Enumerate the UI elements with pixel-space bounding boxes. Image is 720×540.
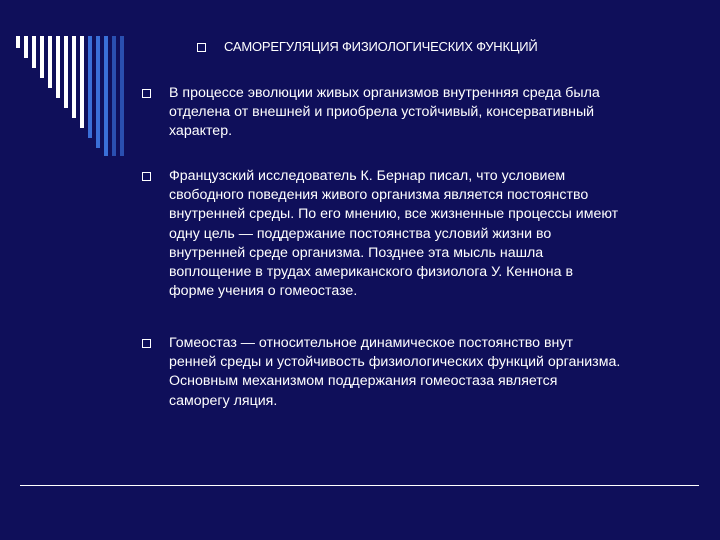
slide-title-row — [197, 39, 538, 55]
title-bullet-icon — [197, 43, 206, 52]
footer-divider — [20, 485, 699, 486]
square-bullet-icon — [142, 172, 151, 181]
paragraph-3 — [142, 334, 687, 411]
square-bullet-icon — [142, 339, 151, 348]
paragraph-2 — [142, 167, 687, 301]
paragraph-1 — [142, 84, 687, 142]
paragraph-text: В процессе эволюции живых организмов внутренняя среда была отделена от внешней и приобрела устойчивый, консервативный характер. — [169, 85, 600, 140]
slide-title: САМОРЕГУЛЯЦИЯ ФИЗИОЛОГИЧЕСКИХ ФУНКЦИЙ — [224, 39, 538, 54]
decorative-stripes — [0, 0, 130, 160]
square-bullet-icon — [142, 89, 151, 98]
paragraph-text: Французский исследователь К. Бернар писал, что условием свободного поведения живого организма является постоянство внутренней среды. По его мнению, все жизненные процессы имеют одну цель — поддержание постоянства условий жизни во внутренней среде организма. Позднее эта мысль нашла воплощение в трудах американского физиолога У. Кеннона в форме учения о гомеостазе. — [169, 168, 619, 300]
paragraph-text: Гомеостаз — относительное динамическое постоянство внут ренней среды и устойчивость физиологических функций организма. Основным механизмом поддержания гомеостаза является саморегу ляция. — [169, 335, 621, 409]
